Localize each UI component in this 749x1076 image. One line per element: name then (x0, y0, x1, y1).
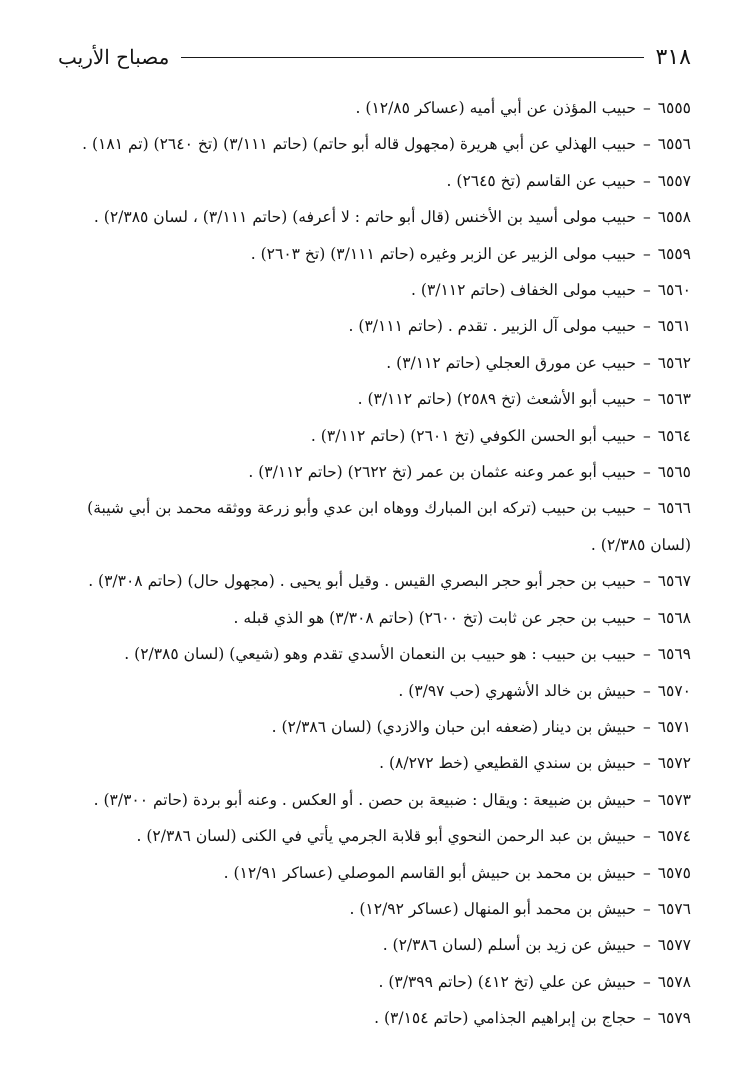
entry-number: ٦٥٦٢ (657, 353, 691, 372)
entry-number: ٦٥٧٥ (657, 863, 691, 882)
entry: ٦٥٦٢–حبيب عن مورق العجلي (حاتم ٣/١١٢) . (386, 353, 691, 372)
entry-text: حبيب أبو الحسن الكوفي (تخ ٢٦٠١) (حاتم ٣/١١٢) . (310, 426, 636, 445)
entry: ٦٥٦١–حبيب مولى آل الزبير . تقدم . (حاتم ٣/١١١) . (348, 317, 691, 336)
entry: ٦٥٥٧–حبيب عن القاسم (تخ ٢٦٤٥) . (446, 171, 691, 190)
entry: ٦٥٧٩–حجاج بن إبراهيم الجذامي (حاتم ٣/١٥٤) . (374, 1009, 691, 1028)
page-number: ٣١٨ (655, 44, 691, 70)
entry-text: حبيب عن القاسم (تخ ٢٦٤٥) . (446, 171, 636, 190)
entry-number: ٦٥٥٨ (657, 208, 691, 227)
entry-number: ٦٥٦٦ (657, 499, 691, 518)
entry-text: حبيش بن عبد الرحمن النحوي أبو قلابة الجرمي يأتي في الكنى (لسان ٢/٣٨٦) . (136, 827, 636, 846)
entry: ٦٥٥٩–حبيب مولى الزبير عن الزبر وغيره (حاتم ٣/١١١) (تخ ٢٦٠٣) . (250, 244, 691, 263)
entry-text: حبيب الهذلي عن أبي هريرة (مجهول قاله أبو حاتم) (حاتم ٣/١١١) (تخ ٢٦٤٠) (تم ١٨١) . (82, 135, 636, 154)
entry-text: حبيب بن حجر عن ثابت (تخ ٢٦٠٠) (حاتم ٣/٣٠٨) هو الذي قبله . (233, 608, 636, 627)
entry-number: ٦٥٥٦ (657, 135, 691, 154)
entry: ٦٥٥٨–حبيب مولى أسيد بن الأخنس (قال أبو حاتم : لا أعرفه) (حاتم ٣/١١١) ، لسان ٢/٣٨٥) . (93, 208, 691, 227)
entry-number: ٦٥٦٧ (657, 572, 691, 591)
entry: ٦٥٧٠–حبيش بن خالد الأشهري (حب ٣/٩٧) . (398, 681, 691, 700)
entry-text: حبيب مولى آل الزبير . تقدم . (حاتم ٣/١١١) . (348, 317, 636, 336)
entry: ٦٥٦٤–حبيب أبو الحسن الكوفي (تخ ٢٦٠١) (حاتم ٣/١١٢) . (310, 426, 691, 445)
entry: ٦٥٥٥–حبيب المؤذن عن أبي أميه (عساكر ١٢/٨٥) . (355, 99, 691, 117)
entry: ٦٥٦٨–حبيب بن حجر عن ثابت (تخ ٢٦٠٠) (حاتم ٣/٣٠٨) هو الذي قبله . (233, 608, 691, 627)
entry-text: حبيش بن سندي القطيعي (خط ٨/٢٧٢) . (379, 754, 636, 773)
entry-text: حبيب أبو الأشعث (تخ ٢٥٨٩) (حاتم ٣/١١٢) . (357, 390, 636, 409)
entry-number: ٦٥٥٥ (657, 99, 691, 117)
entry-number: ٦٥٧٠ (657, 681, 691, 700)
page-header (58, 40, 691, 74)
header-rule (181, 57, 643, 58)
entry-number: ٦٥٦٠ (657, 281, 691, 300)
entry: ٦٥٦٣–حبيب أبو الأشعث (تخ ٢٥٨٩) (حاتم ٣/١١٢) . (357, 390, 691, 409)
entry: ٦٥٦٩–حبيب بن حبيب : هو حبيب بن النعمان الأسدي تقدم وهو (شيعي) (لسان ٢/٣٨٥) . (124, 645, 691, 664)
entry-list (55, 90, 691, 1037)
entry-text: حبيش عن علي (تخ ٤١٢) (حاتم ٣/٣٩٩) . (378, 972, 636, 991)
entry: ٦٥٥٦–حبيب الهذلي عن أبي هريرة (مجهول قاله أبو حاتم) (حاتم ٣/١١١) (تخ ٢٦٤٠) (تم ١٨١) . (82, 135, 691, 154)
entry-text: حبيب عن مورق العجلي (حاتم ٣/١١٢) . (386, 353, 636, 372)
entry-text: حبيش عن زيد بن أسلم (لسان ٢/٣٨٦) . (382, 936, 636, 955)
entry-number: ٦٥٦٨ (657, 608, 691, 627)
entry-number: ٦٥٧٢ (657, 754, 691, 773)
entry: ٦٥٧٧–حبيش عن زيد بن أسلم (لسان ٢/٣٨٦) . (382, 936, 691, 955)
entry-number: ٦٥٧٦ (657, 899, 691, 918)
entry: ٦٥٧٣–حبيش بن ضبيعة : ويقال : ضبيعة بن حصن . أو العكس . وعنه أبو بردة (حاتم ٣/٣٠٠) . (93, 790, 691, 809)
entry-text: حبيب مولى أسيد بن الأخنس (قال أبو حاتم : لا أعرفه) (حاتم ٣/١١١) ، لسان ٢/٣٨٥) . (93, 208, 636, 227)
entry-text: حبيب مولى الخفاف (حاتم ٣/١١٢) . (411, 281, 636, 300)
entry-text: حبيب مولى الزبير عن الزبر وغيره (حاتم ٣/١١١) (تخ ٢٦٠٣) . (250, 244, 636, 263)
entry-text: حبيب بن حبيب : هو حبيب بن النعمان الأسدي تقدم وهو (شيعي) (لسان ٢/٣٨٥) . (124, 645, 636, 664)
entry-text: حبيب أبو عمر وعنه عثمان بن عمر (تخ ٢٦٢٢) (حاتم ٣/١١٢) . (248, 463, 636, 482)
entry-number: ٦٥٧٧ (657, 936, 691, 955)
entry-number: ٦٥٦٣ (657, 390, 691, 409)
entry-text: حبيب المؤذن عن أبي أميه (عساكر ١٢/٨٥) . (355, 99, 636, 117)
entry-text: حجاج بن إبراهيم الجذامي (حاتم ٣/١٥٤) . (374, 1009, 636, 1028)
entry: ٦٥٦٥–حبيب أبو عمر وعنه عثمان بن عمر (تخ ٢٦٢٢) (حاتم ٣/١١٢) . (248, 463, 691, 482)
entry-number: ٦٥٧٩ (657, 1009, 691, 1028)
entry-text: حبيش بن دينار (ضعفه ابن حبان والازدي) (لسان ٢/٣٨٦) . (271, 717, 636, 736)
entry-text: حبيش بن محمد أبو المنهال (عساكر ١٢/٩٢) . (349, 899, 636, 918)
entry-number: ٦٥٦٤ (657, 426, 691, 445)
entry: ٦٥٧٢–حبيش بن سندي القطيعي (خط ٨/٢٧٢) . (379, 754, 691, 773)
entry-text: حبيش بن ضبيعة : ويقال : ضبيعة بن حصن . أو العكس . وعنه أبو بردة (حاتم ٣/٣٠٠) . (93, 790, 636, 809)
entry-number: ٦٥٥٩ (657, 244, 691, 263)
entry-number: ٦٥٦٩ (657, 645, 691, 664)
entry-number: ٦٥٧١ (657, 717, 691, 736)
entry: ٦٥٦٠–حبيب مولى الخفاف (حاتم ٣/١١٢) . (411, 281, 691, 300)
entry-number: ٦٥٦١ (657, 317, 691, 336)
entry: ٦٥٧١–حبيش بن دينار (ضعفه ابن حبان والازدي) (لسان ٢/٣٨٦) . (271, 717, 691, 736)
entry-text: حبيش بن محمد بن حبيش أبو القاسم الموصلي (عساكر ١٢/٩١) . (223, 863, 636, 882)
entry-text: حبيش بن خالد الأشهري (حب ٣/٩٧) . (398, 681, 636, 700)
entry-text: حبيب بن حجر أبو حجر البصري القيس . وقيل أبو يحيى . (مجهول حال) (حاتم ٣/٣٠٨) . (88, 572, 636, 591)
entry: ٦٥٧٦–حبيش بن محمد أبو المنهال (عساكر ١٢/٩٢) . (349, 899, 691, 918)
entry: ٦٥٧٥–حبيش بن محمد بن حبيش أبو القاسم الموصلي (عساكر ١٢/٩١) . (223, 863, 691, 882)
entry-text: حبيب بن حبيب (تركه ابن المبارك ووهاه ابن عدي وأبو زرعة ووثقه محمد بن أبي شيبة) (لسان ٢/٣٨٥) . (87, 499, 691, 554)
entry: ٦٥٦٧–حبيب بن حجر أبو حجر البصري القيس . وقيل أبو يحيى . (مجهول حال) (حاتم ٣/٣٠٨) . (88, 572, 691, 591)
entry-number: ٦٥٧٣ (657, 790, 691, 809)
entry: ٦٥٧٤–حبيش بن عبد الرحمن النحوي أبو قلابة الجرمي يأتي في الكنى (لسان ٢/٣٨٦) . (136, 827, 691, 846)
entry: ٦٥٧٨–حبيش عن علي (تخ ٤١٢) (حاتم ٣/٣٩٩) . (378, 972, 691, 991)
entry-number: ٦٥٦٥ (657, 463, 691, 482)
entry-number: ٦٥٥٧ (657, 171, 691, 190)
entry: ٦٥٦٦–حبيب بن حبيب (تركه ابن المبارك ووهاه ابن عدي وأبو زرعة ووثقه محمد بن أبي شيبة) (لسان ٢/٣٨٥) . (87, 499, 691, 554)
entry-number: ٦٥٧٤ (657, 827, 691, 846)
entry-number: ٦٥٧٨ (657, 972, 691, 991)
running-title: مصباح الأريب (58, 45, 170, 69)
